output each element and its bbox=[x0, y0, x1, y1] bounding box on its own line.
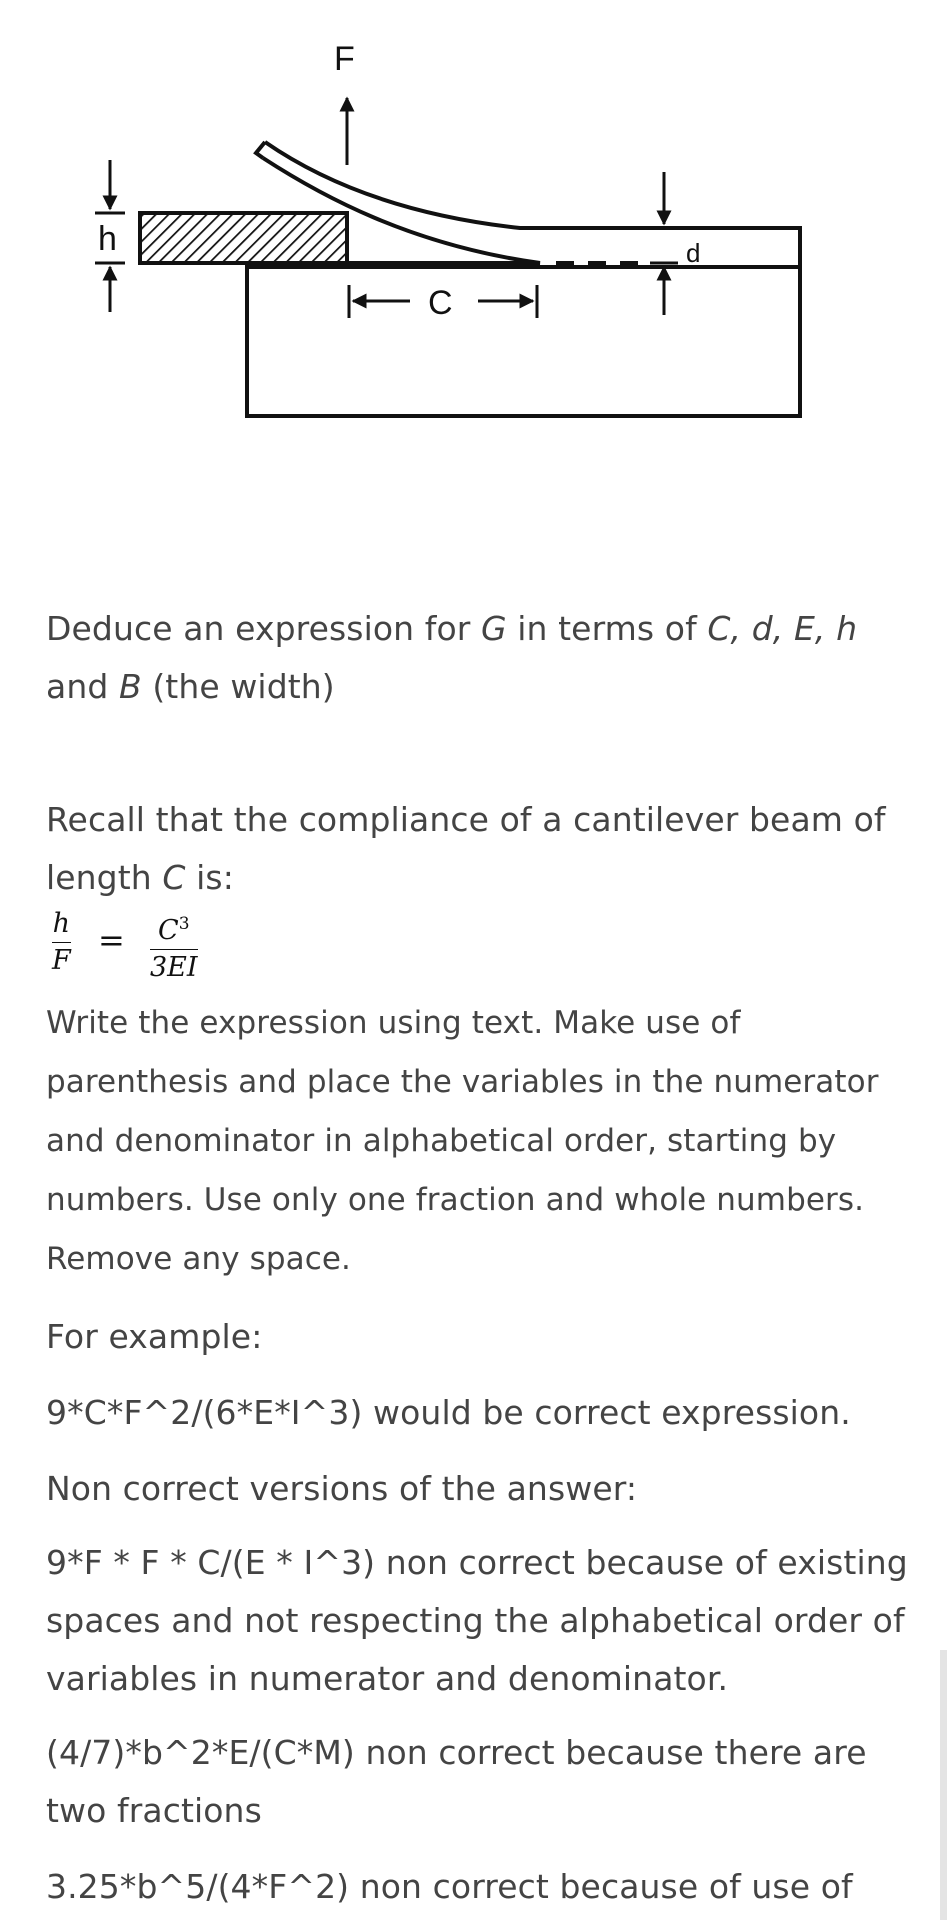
non-correct-example-1: 9*F * F * C/(E * I^3) non correct because of existing spaces and not respecting the alphabetical order of variables in numerator and denominator. bbox=[46, 1543, 908, 1698]
var-c: C bbox=[162, 858, 186, 897]
rhs-numerator bbox=[158, 908, 190, 947]
lhs-fraction-bar bbox=[52, 942, 71, 943]
deduce-text-and: and bbox=[46, 667, 119, 706]
compliance-formula bbox=[46, 906, 246, 983]
var-list: C, d, E, h bbox=[707, 609, 858, 648]
rhs-fraction bbox=[150, 908, 198, 984]
example-correct: 9*C*F^2/(6*E*I^3) would be correct expression. bbox=[46, 1393, 851, 1432]
lhs-numerator: h bbox=[52, 908, 71, 939]
rhs-base: C bbox=[158, 915, 179, 946]
depth-label: d bbox=[686, 238, 701, 268]
non-correct-heading: Non correct versions of the answer: bbox=[46, 1469, 638, 1508]
rhs-denominator: 3EI bbox=[150, 952, 198, 983]
deduce-text-1: Deduce an expression for bbox=[46, 609, 481, 648]
base-block bbox=[247, 267, 800, 416]
var-g: G bbox=[481, 609, 507, 648]
instructions-text: Write the expression using text. Make use of parenthesis and place the variables in the numerator and denominator in alphabetical order, starting by numbers. Use only one fraction and whole numbers. Remove any space. bbox=[46, 1005, 879, 1277]
recall-text-2: is: bbox=[185, 858, 234, 897]
lhs-fraction bbox=[52, 908, 71, 977]
rhs-exponent: 3 bbox=[178, 914, 190, 934]
force-label: F bbox=[334, 40, 355, 78]
question-deduce bbox=[46, 600, 916, 716]
recall-text-1: Recall that the compliance of a cantilever beam of length bbox=[46, 800, 886, 897]
deduce-text-2: in terms of bbox=[506, 609, 708, 648]
hatched-arm bbox=[140, 213, 347, 263]
non-correct-example-2: (4/7)*b^2*E/(C*M) non correct because there are two fractions bbox=[46, 1733, 867, 1830]
recall-compliance bbox=[46, 791, 916, 907]
var-b: B bbox=[118, 667, 142, 706]
scrollbar[interactable] bbox=[940, 1650, 947, 1920]
beam-tip bbox=[256, 142, 265, 158]
deduce-text-3: (the width) bbox=[141, 667, 335, 706]
equals-sign: = bbox=[98, 921, 125, 959]
cantilever-beam-diagram bbox=[0, 0, 947, 440]
lhs-denominator: F bbox=[52, 945, 71, 976]
height-label: h bbox=[98, 220, 117, 258]
for-example-label: For example: bbox=[46, 1317, 263, 1356]
crack-length-label: C bbox=[428, 284, 453, 322]
non-correct-example-3: 3.25*b^5/(4*F^2) non correct because of use of bbox=[46, 1867, 853, 1906]
rhs-fraction-bar bbox=[150, 949, 198, 950]
